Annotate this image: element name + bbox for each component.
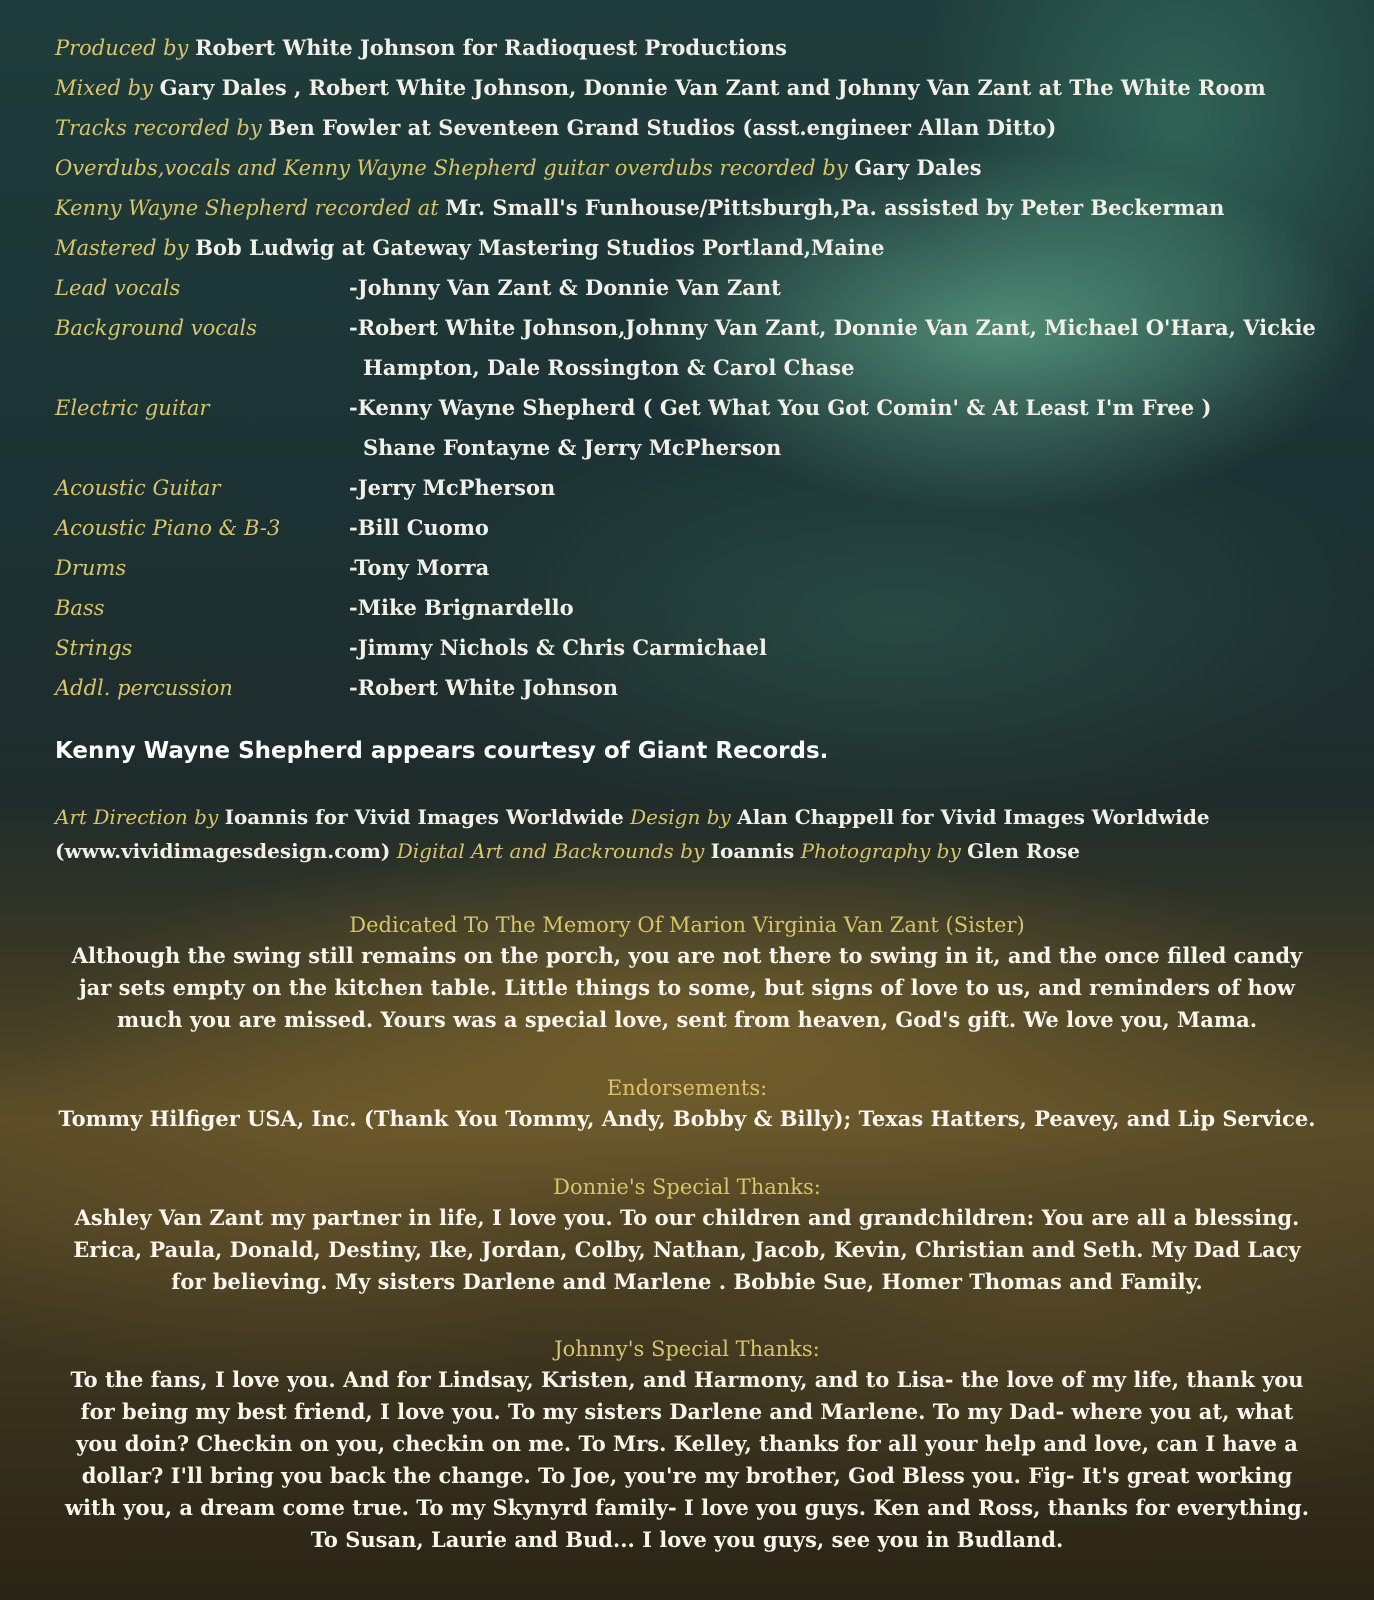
credit-line-recorded-at xyxy=(55,188,1335,228)
dedication-line: much you are missed. Yours was a special love, sent from heaven, God's gift. We love you, Mama. xyxy=(116,1007,1258,1032)
dedication-section xyxy=(40,910,1334,1036)
musician-names-continued: Hampton, Dale Rossington & Carol Chase xyxy=(363,355,855,380)
credit-value: Ben Fowler at Seventeen Grand Studios (asst.engineer Allan Ditto) xyxy=(268,115,1057,140)
design-value: Alan Chappell for Vivid Images Worldwide xyxy=(737,805,1210,829)
musician-row-percussion xyxy=(55,668,1335,708)
credit-label: Mixed by xyxy=(55,76,153,100)
courtesy-note: Kenny Wayne Shepherd appears courtesy of Giant Records. xyxy=(55,738,829,764)
credit-value: Robert White Johnson for Radioquest Productions xyxy=(195,35,787,60)
musician-row-piano xyxy=(55,508,1335,548)
endorsements-section xyxy=(40,1073,1334,1135)
dedication-line: Although the swing still remains on the porch, you are not there to swing in it, and the once filled candy xyxy=(71,943,1303,968)
digital-art-value: Ioannis xyxy=(710,839,795,863)
musician-role: Background vocals xyxy=(55,316,258,340)
musician-role: Drums xyxy=(55,556,127,580)
production-credits xyxy=(55,28,1335,708)
musician-names: -Robert White Johnson xyxy=(349,675,619,700)
design-label: Design by xyxy=(630,805,731,829)
musician-row-acoustic-guitar xyxy=(55,468,1335,508)
johnny-thanks-line: To Susan, Laurie and Bud... I love you guys, see you in Budland. xyxy=(310,1527,1064,1552)
credit-line-mixed xyxy=(55,68,1335,108)
digital-art-label: Digital Art and Backrounds by xyxy=(396,839,705,863)
musician-role: Addl. percussion xyxy=(55,676,233,700)
musician-names: -Mike Brignardello xyxy=(349,595,574,620)
musician-names: -Jerry McPherson xyxy=(349,475,556,500)
art-direction-value: Ioannis for Vivid Images Worldwide xyxy=(224,805,624,829)
credit-line-overdubs xyxy=(55,148,1335,188)
art-direction-label: Art Direction by xyxy=(55,805,219,829)
musician-role: Acoustic Piano & B-3 xyxy=(55,516,281,540)
credit-line-tracks xyxy=(55,108,1335,148)
donnie-thanks-line: Ashley Van Zant my partner in life, I love you. To our children and grandchildren: You are all a blessing. xyxy=(74,1205,1300,1230)
musician-row-strings xyxy=(55,628,1335,668)
musician-names: -Robert White Johnson,Johnny Van Zant, Donnie Van Zant, Michael O'Hara, Vickie xyxy=(349,315,1316,340)
johnny-thanks-line: To the fans, I love you. And for Lindsay, Kristen, and Harmony, and to Lisa- the love of my life, thank you xyxy=(70,1367,1304,1392)
musician-row-bass xyxy=(55,588,1335,628)
credit-label: Kenny Wayne Shepherd recorded at xyxy=(55,196,439,220)
art-credits-line-2 xyxy=(55,834,1325,868)
musician-role: Lead vocals xyxy=(55,276,181,300)
musician-role: Bass xyxy=(55,596,105,620)
endorsements-title: Endorsements: xyxy=(606,1076,768,1100)
credit-label: Mastered by xyxy=(55,236,189,260)
credit-value: Gary Dales xyxy=(854,155,982,180)
musician-row-drums xyxy=(55,548,1335,588)
credit-label: Tracks recorded by xyxy=(55,116,262,140)
musician-row-lead-vocals xyxy=(55,268,1335,308)
credit-line-produced xyxy=(55,28,1335,68)
johnny-thanks-section xyxy=(40,1334,1334,1556)
donnie-thanks-title: Donnie's Special Thanks: xyxy=(553,1175,821,1199)
dedication-title: Dedicated To The Memory Of Marion Virginia Van Zant (Sister) xyxy=(349,913,1025,937)
credit-label: Overdubs,vocals and Kenny Wayne Shepherd guitar overdubs recorded by xyxy=(55,156,848,180)
dedication-line: jar sets empty on the kitchen table. Little things to some, but signs of love to us, and reminders of how xyxy=(79,975,1295,1000)
johnny-thanks-line: dollar? I'll bring you back the change. To Joe, you're my brother, God Bless you. Fig- It's great working xyxy=(81,1463,1293,1488)
art-credits-line-1 xyxy=(55,800,1325,834)
musician-names-continued: Shane Fontayne & Jerry McPherson xyxy=(363,435,782,460)
endorsements-line: Tommy Hilfiger USA, Inc. (Thank You Tommy, Andy, Bobby & Billy); Texas Hatters, Peavey, and Lip Service. xyxy=(58,1106,1316,1131)
donnie-thanks-section xyxy=(40,1172,1334,1298)
musician-role: Electric guitar xyxy=(55,396,210,420)
art-credits xyxy=(55,800,1325,868)
credit-value: Gary Dales , Robert White Johnson, Donnie Van Zant and Johnny Van Zant at The White Room xyxy=(159,75,1266,100)
photography-label: Photography by xyxy=(800,839,961,863)
musician-role: Acoustic Guitar xyxy=(55,476,221,500)
website-text: (www.vividimagesdesign.com) xyxy=(55,839,391,863)
musician-names: -Tony Morra xyxy=(349,555,490,580)
musician-names: -Bill Cuomo xyxy=(349,515,489,540)
photography-value: Glen Rose xyxy=(967,839,1080,863)
johnny-thanks-line: with you, a dream come true. To my Skynyrd family- I love you guys. Ken and Ross, thanks for everything. xyxy=(64,1495,1310,1520)
musician-row-background-vocals xyxy=(55,308,1335,388)
johnny-thanks-line: for being my best friend, I love you. To my sisters Darlene and Marlene. To my Dad- where you at, what xyxy=(80,1399,1294,1424)
credit-line-mastered xyxy=(55,228,1335,268)
johnny-thanks-title: Johnny's Special Thanks: xyxy=(554,1337,820,1361)
musician-row-electric-guitar xyxy=(55,388,1335,468)
credit-value: Bob Ludwig at Gateway Mastering Studios Portland,Maine xyxy=(195,235,885,260)
donnie-thanks-line: for believing. My sisters Darlene and Marlene . Bobbie Sue, Homer Thomas and Family. xyxy=(171,1269,1203,1294)
musician-names: -Kenny Wayne Shepherd ( Get What You Got Comin' & At Least I'm Free ) xyxy=(349,395,1212,420)
musician-role: Strings xyxy=(55,636,133,660)
credit-value: Mr. Small's Funhouse/Pittsburgh,Pa. assisted by Peter Beckerman xyxy=(445,195,1225,220)
musician-names: -Jimmy Nichols & Chris Carmichael xyxy=(349,635,767,660)
donnie-thanks-line: Erica, Paula, Donald, Destiny, Ike, Jordan, Colby, Nathan, Jacob, Kevin, Christian and Seth. My Dad Lacy xyxy=(73,1237,1301,1262)
musician-names: -Johnny Van Zant & Donnie Van Zant xyxy=(349,275,781,300)
credit-label: Produced by xyxy=(55,36,189,60)
johnny-thanks-line: you doin? Checkin on you, checkin on me. To Mrs. Kelley, thanks for all your help and love, can I have a xyxy=(76,1431,1298,1456)
